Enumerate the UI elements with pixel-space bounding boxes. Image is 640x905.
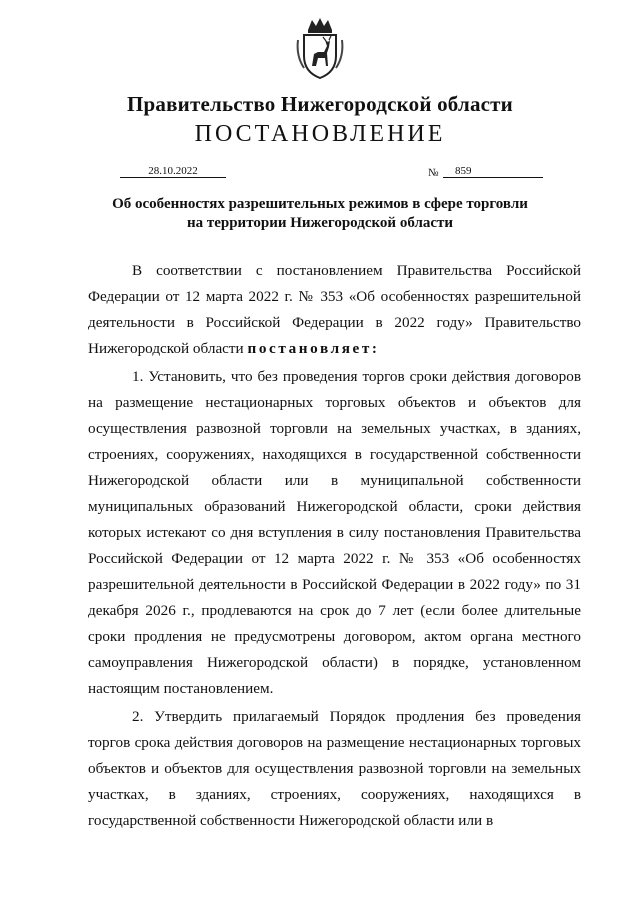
- document-date: 28.10.2022: [120, 165, 226, 178]
- document-subject: [80, 195, 560, 233]
- subject-line-1: Об особенностях разрешительных режимов в сфере торговли: [112, 196, 528, 212]
- document-body: [88, 258, 581, 834]
- preamble-paragraph: [88, 258, 581, 362]
- document-type: ПОСТАНОВЛЕНИЕ: [194, 121, 446, 147]
- decree-word: постановляет:: [247, 340, 380, 357]
- organization-title: Правительство Нижегородской области: [127, 92, 513, 116]
- preamble-text: В соответствии с постановлением Правительства Российской Федерации от 12 марта 2022 г. № 353 «Об особенностях разрешительной деятельности в Российской Федерации в 2022 году» Правительство Нижегородской области: [88, 262, 581, 357]
- subject-line-2: на территории Нижегородской области: [186, 215, 454, 231]
- document-number: 859: [443, 165, 543, 178]
- clause-2-paragraph: 2. Утвердить прилагаемый Порядок продления без проведения торгов срока действия договоров на размещение нестационарных торговых объектов и объектов для осуществления развозной торговли на земельных участках, в зданиях, строениях, сооружениях, находящихся в государственной собственности Нижегородской области или в: [88, 708, 581, 829]
- number-label: №: [428, 167, 439, 179]
- coat-of-arms-icon: [294, 16, 346, 82]
- clause-1-paragraph: 1. Установить, что без проведения торгов сроки действия договоров на размещение нестационарных торговых объектов и объектов для осуществления развозной торговли на земельных участках, в зданиях, строениях, сооружениях, находящихся в государственной собственности Нижегородской области или в муниципальной собственности муниципальных образований Нижегородской области, сроки действия которых истекают со дня вступления в силу постановления Правительства Российской Федерации от 12 марта 2022 г. № 353 «Об особенностях разрешительной деятельности в Российской Федерации в 2022 году» по 31 декабря 2026 г., продлеваются на срок до 7 лет (если более длительные сроки продления не предусмотрены договором, актом органа местного самоуправления Нижегородской области) в порядке, установленном настоящим постановлением.: [88, 368, 581, 697]
